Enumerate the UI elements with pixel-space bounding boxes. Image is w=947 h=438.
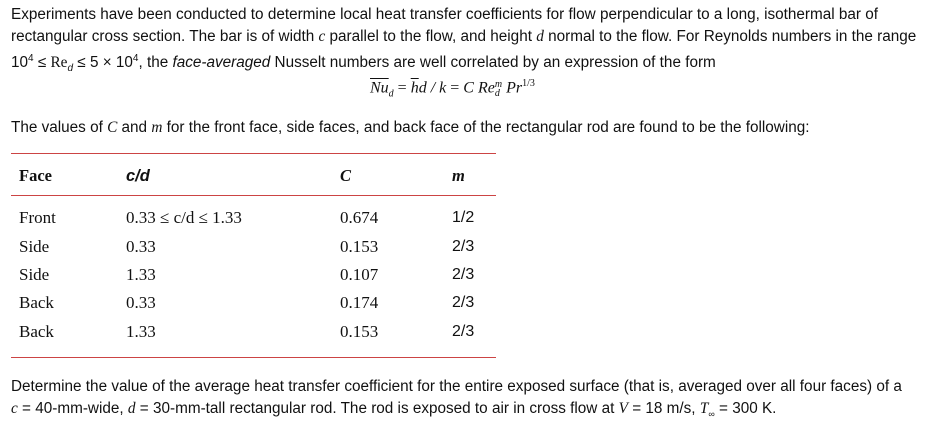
intro-line-3: $10^4 \le Re_d \le 5 \times 10^4$, the face-averaged Nusselt numbers are well correlated by an expression of the form [11,53,716,75]
table-row [11,204,496,232]
coefficients-table [11,160,496,346]
header-c: C [340,166,352,185]
values-intro: The values of C and m for the front face, side faces, and back face of the rectangular rod are found to be the following: [11,119,810,136]
question-line-2: c = 40-mm-wide, d = 30-mm-tall rectangular rod. The rod is exposed to air in cross flow at V = 18 m/s, $T_\infty = 300$ K. [11,400,777,420]
cell-c: 0.107 [340,264,379,284]
cell-m: 2/3 [452,294,475,312]
table-row [11,289,496,317]
intro-line-1: Experiments have been conducted to determine local heat transfer coefficients for flow perpendicular to a long, isothermal bar of [11,6,879,23]
nusselt-equation: $\overline{Nu}_d = \overline{h}d / k = C$ Rem d $Pr^{1/3}$ [370,78,535,100]
cell-c-over-d: 0.33 [126,236,156,256]
table-header-row [11,160,496,192]
cell-c-over-d: 0.33 ≤ c/d ≤ 1.33 [126,208,242,228]
cell-c: 0.174 [340,293,379,313]
cell-c: 0.674 [340,208,379,228]
header-face: Face [19,166,52,185]
cell-c-over-d: 1.33 [126,321,156,341]
cell-c: 0.153 [340,321,379,341]
cell-face: Side [19,264,50,284]
header-c-over-d: c/d [126,166,150,185]
cell-c: 0.153 [340,236,379,256]
cell-face: Front [19,208,56,228]
cell-face: Side [19,236,50,256]
table-top-rule [11,153,496,154]
cell-c-over-d: 1.33 [126,264,156,284]
cell-face: Back [19,293,54,313]
cell-m: 2/3 [452,322,475,340]
cell-m: 2/3 [452,237,475,255]
header-m: m [452,166,465,185]
table-row [11,261,496,289]
question-line-1: Determine the value of the average heat transfer coefficient for the entire exposed surface (that is, averaged over all four faces) of a [11,378,902,395]
intro-line-2: rectangular cross section. The bar is of width c parallel to the flow, and height d normal to the flow. For Reynolds numbers in the range [11,28,917,45]
cell-c-over-d: 0.33 [126,293,156,313]
question-paragraph [11,376,941,425]
table-bottom-rule [11,357,496,358]
cell-face: Back [19,321,54,341]
cell-m: 2/3 [452,265,475,283]
intro-paragraph [11,4,941,80]
table-row [11,318,496,346]
cell-m: 1/2 [452,209,475,227]
table-row [11,232,496,260]
